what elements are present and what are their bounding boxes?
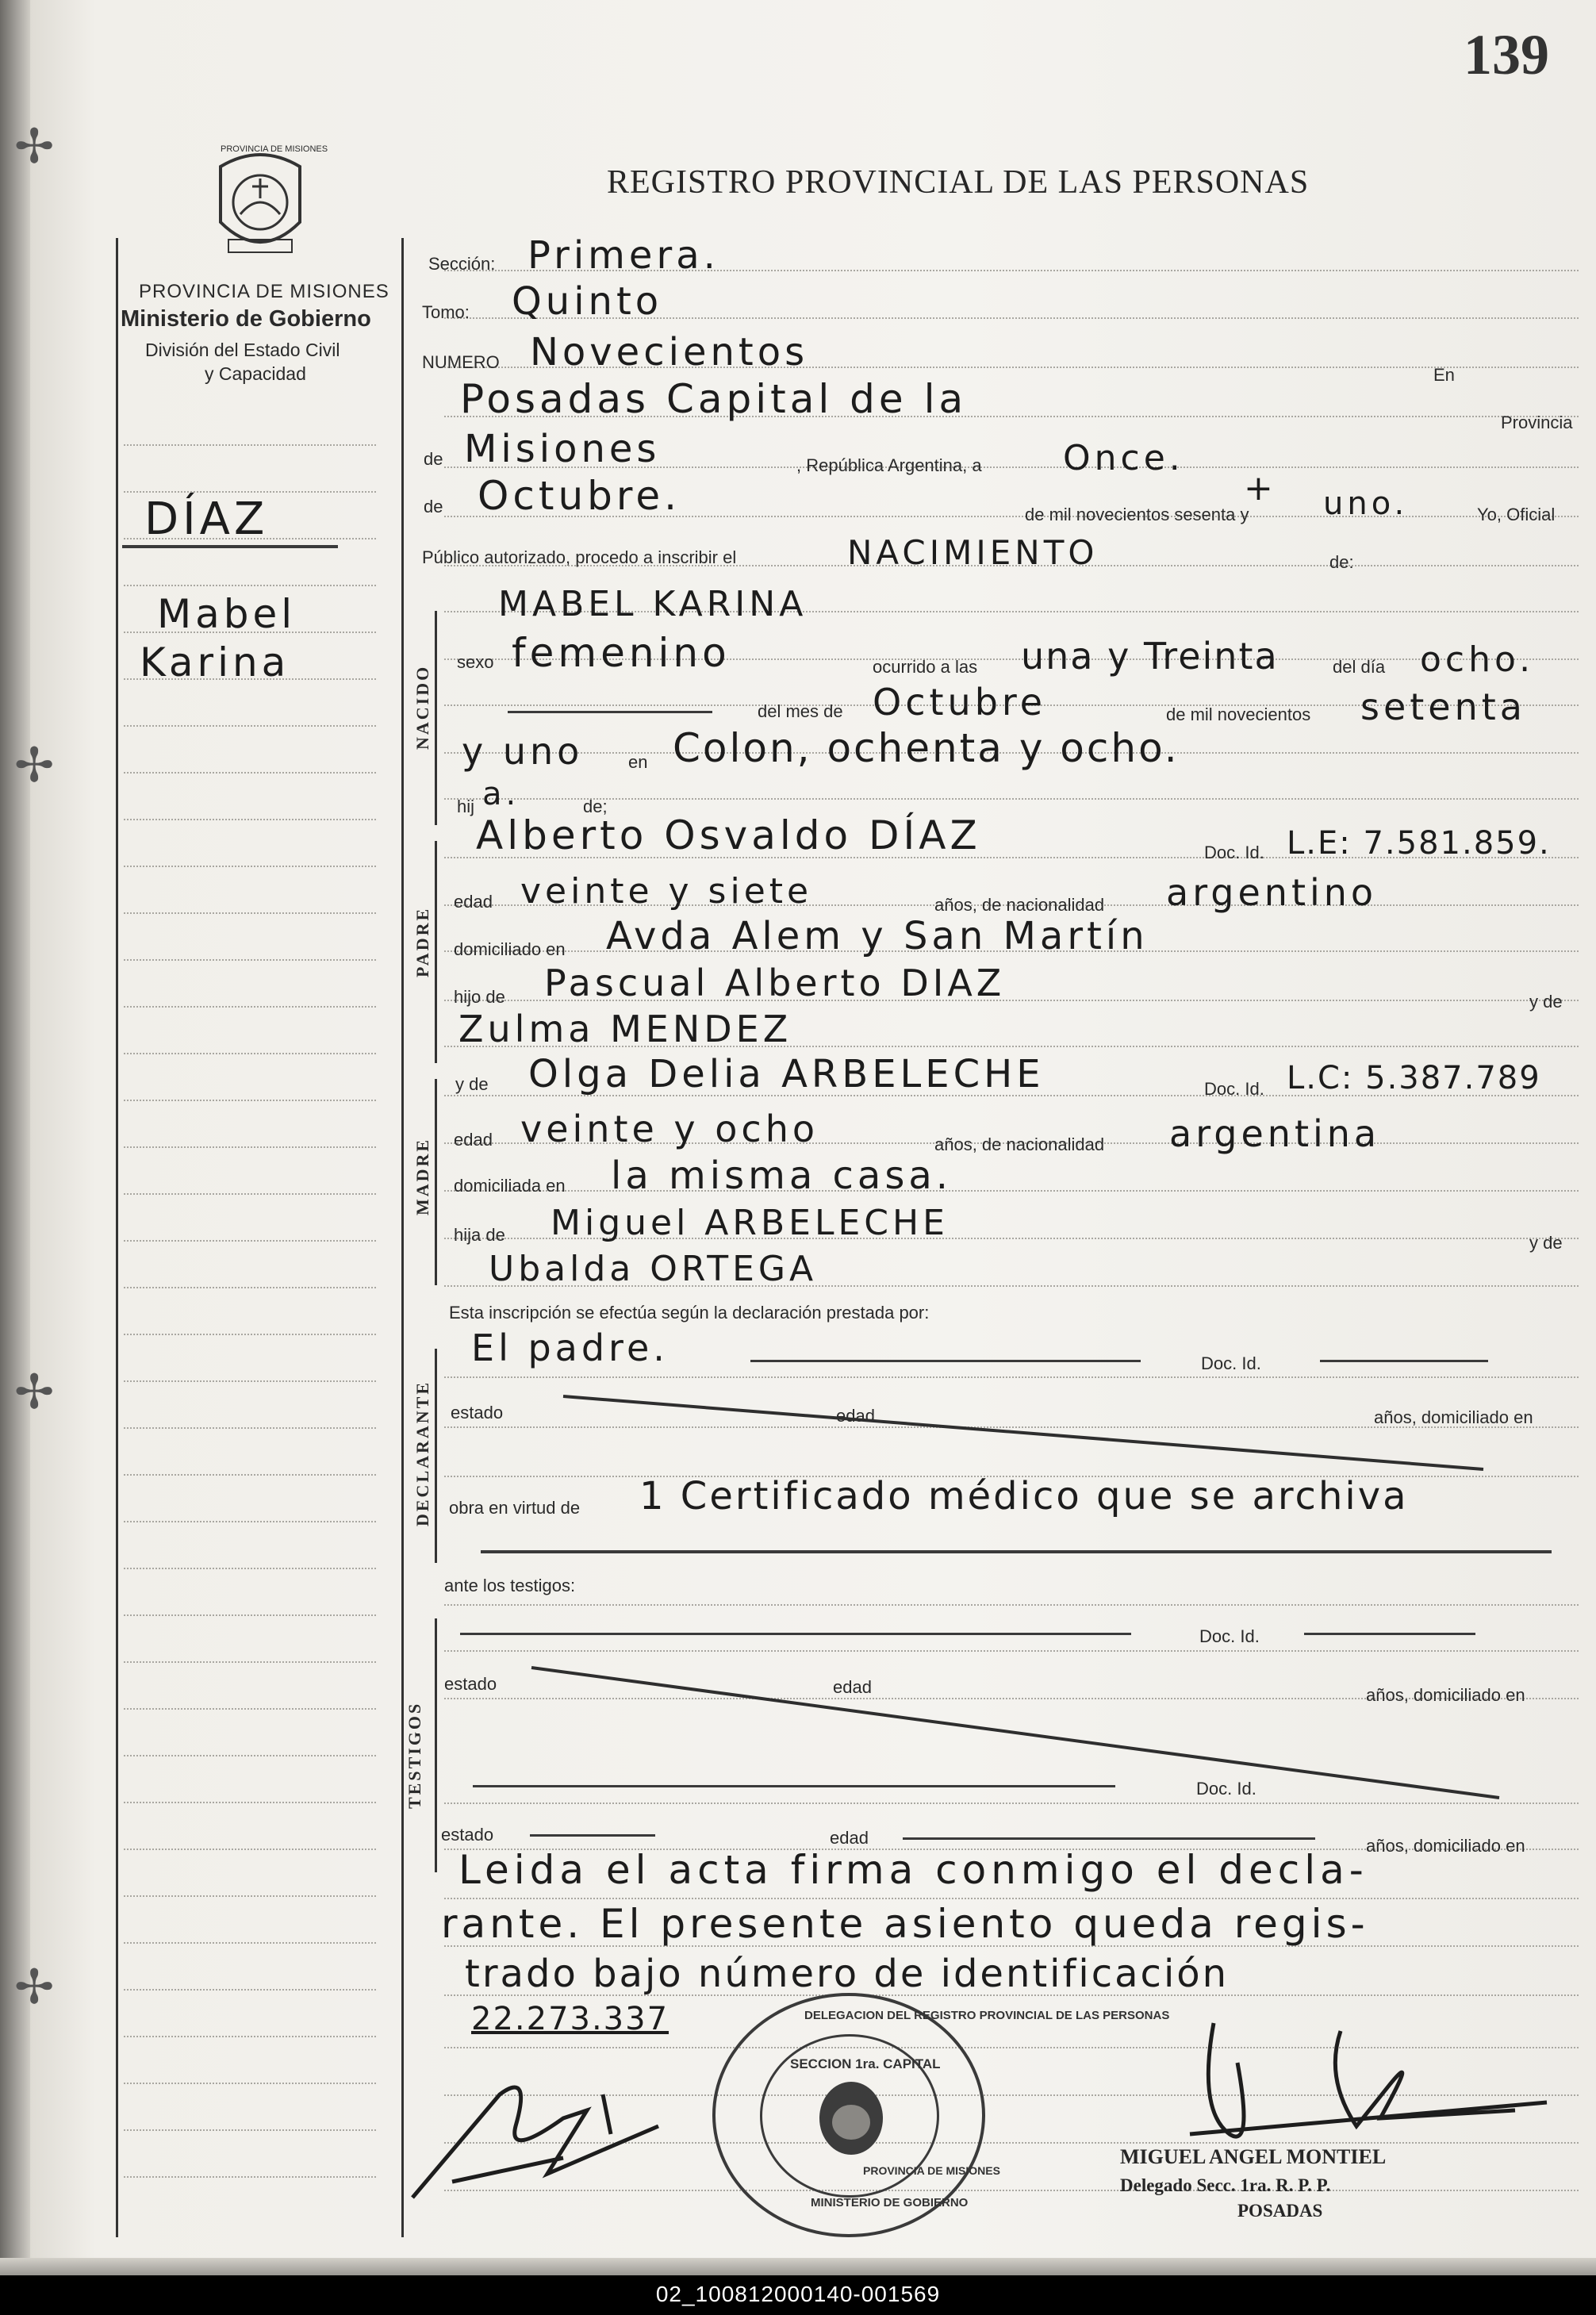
value-provincia: Misiones (464, 427, 661, 471)
declarante-blank-line (750, 1360, 1141, 1362)
margin-ruled-line (124, 1334, 376, 1335)
margin-ruled-line (124, 538, 376, 539)
margin-ruled-line (124, 1427, 376, 1429)
label-mil-nac: de mil novecientos (1166, 704, 1311, 724)
label-del-mes: del mes de (758, 701, 843, 721)
margin-ruled-line (124, 1942, 376, 1944)
testigo2-edad-label: edad (830, 1828, 869, 1848)
padre-doc: L.E: 7.581.859. (1287, 825, 1551, 862)
margin-ruled-line (124, 1006, 376, 1008)
madre-domicilio-label: domiciliada en (454, 1176, 566, 1196)
official-seal-stamp (712, 1993, 1170, 2237)
madre-nacionalidad: argentina (1169, 1112, 1381, 1155)
form-ruled-line (444, 1898, 1579, 1899)
value-dia-nac: ocho. (1420, 639, 1535, 680)
padre-padre: Pascual Alberto DIAZ (544, 962, 1006, 1004)
label-ocurrido: ocurrido a las (873, 657, 978, 677)
stamp-ring-text: DELEGACION DEL REGISTRO PROVINCIAL DE LAS PERSONAS (804, 2009, 1170, 2022)
stamp-bottom-text: MINISTERIO DE GOBIERNO (811, 2196, 969, 2209)
division-line1: División del Estado Civil (145, 340, 340, 360)
margin-ruled-line (124, 1755, 376, 1756)
margin-ruled-line (124, 959, 376, 961)
section-testigos: TESTIGOS (405, 1701, 424, 1809)
margin-ruled-line (124, 1146, 376, 1148)
testigo2-estado-blank (530, 1834, 655, 1837)
madre-madre: Ubalda ORTEGA (489, 1249, 818, 1289)
form-ruled-line (444, 798, 1579, 800)
declarante-bracket (435, 1349, 437, 1563)
padre-doc-label: Doc. Id. (1204, 843, 1264, 862)
label-del-dia: del día (1333, 657, 1386, 677)
declarante-quien: El padre. (471, 1326, 669, 1369)
label-hij: hij (457, 797, 475, 816)
value-lugar: Posadas Capital de la (460, 376, 968, 422)
margin-ruled-line (124, 491, 376, 493)
testigo2-dom-label: años, domiciliado en (1366, 1836, 1525, 1856)
form-ruled-line (444, 1650, 1579, 1652)
madre-padre: Miguel ARBELECHE (551, 1203, 949, 1243)
margin-ruled-line (124, 585, 376, 586)
declarante-dom-label: años, domiciliado en (1374, 1407, 1533, 1427)
margin-ruled-line (124, 725, 376, 727)
label-republica: , República Argentina, a (796, 455, 982, 475)
margin-left-border (116, 238, 118, 2237)
official-city: POSADAS (1237, 2201, 1323, 2221)
margin-right-border (401, 238, 404, 2237)
madre-yde2-label: y de (1529, 1233, 1563, 1253)
testigo1-doc-label: Doc. Id. (1199, 1626, 1260, 1646)
margin-ruled-line (124, 1287, 376, 1288)
value-numero: Novecientos (530, 330, 809, 374)
value-acto: NACIMIENTO (847, 533, 1099, 572)
margin-ruled-line (124, 1661, 376, 1663)
label-de-padres: de; (583, 797, 608, 816)
sexo-underline (508, 711, 712, 713)
form-ruled-line (444, 1604, 1579, 1606)
testigo1-doc-blank (1304, 1633, 1475, 1635)
margin-ruled-line (124, 1849, 376, 1850)
margin-ruled-line (124, 1380, 376, 1382)
label-de: de (424, 449, 443, 469)
note-line4: 22.273.337 (471, 2001, 669, 2037)
margin-ruled-line (124, 632, 376, 633)
padre-domicilio-label: domiciliado en (454, 939, 566, 959)
padre-nacionalidad: argentino (1166, 871, 1378, 914)
stamp-center-text: SECCION 1ra. CAPITAL (790, 2056, 941, 2071)
ante-testigos-label: ante los testigos: (444, 1576, 576, 1595)
margin-ruled-line (124, 772, 376, 774)
section-nacido: NACIDO (412, 664, 432, 750)
binding-pin: ✢ (14, 1960, 55, 2014)
binding-pin: ✢ (14, 1365, 55, 1419)
margin-ruled-line (124, 2176, 376, 2178)
note-line1: Leida el acta firma conmigo el decla- (458, 1847, 1368, 1893)
margin-ruled-line (124, 1100, 376, 1101)
section-padre: PADRE (412, 906, 432, 977)
label-oficial: Yo, Oficial (1477, 505, 1556, 524)
stamp-crest-icon (815, 2079, 887, 2158)
label-publico: Público autorizado, procedo a inscribir el (422, 547, 737, 567)
madre-hija-label: hija de (454, 1225, 505, 1245)
testigo1-dom-label: años, domiciliado en (1366, 1685, 1525, 1705)
nacido-bracket (435, 611, 437, 825)
label-provincia: Provincia (1501, 413, 1573, 432)
testigo2-edad-blank (903, 1837, 1315, 1840)
crest-text: PROVINCIA DE MISIONES (221, 144, 328, 154)
declarante-obra-label: obra en virtud de (449, 1498, 581, 1518)
padre-nac-label: años, de nacionalidad (934, 895, 1105, 915)
value-year: uno. (1323, 486, 1409, 522)
padre-nombre: Alberto Osvaldo DÍAZ (476, 812, 981, 858)
margin-surname: DÍAZ (144, 493, 269, 545)
testigo1-estado-label: estado (444, 1674, 497, 1694)
madre-yde-label: y de (455, 1074, 489, 1094)
margin-given-name2: Karina (140, 639, 290, 685)
margin-ruled-line (124, 1568, 376, 1569)
declarante-doc-label: Doc. Id. (1201, 1353, 1261, 1373)
value-sexo: femenino (512, 630, 731, 676)
margin-ruled-line (124, 2083, 376, 2084)
label-tomo: Tomo: (422, 302, 470, 322)
margin-ruled-line (124, 1989, 376, 1991)
testigo2-name-blank (473, 1785, 1115, 1787)
declarante-estado-label: estado (451, 1403, 504, 1422)
ministry-name: Ministerio de Gobierno (121, 306, 371, 332)
value-mes: Octubre. (478, 473, 681, 519)
value-hora: una y Treinta (1021, 635, 1279, 678)
label-mil: de mil novecientos sesenta y (1025, 505, 1249, 524)
padre-domicilio: Avda Alem y San Martín (606, 914, 1149, 958)
margin-ruled-line (124, 1474, 376, 1476)
margin-ruled-line (124, 912, 376, 914)
value-dia: Once. (1063, 438, 1184, 478)
margin-ruled-line (124, 1708, 376, 1710)
value-mes-nac: Octubre (873, 681, 1047, 724)
testigo1-edad-label: edad (833, 1677, 872, 1697)
margin-ruled-line (124, 1193, 376, 1195)
value-nombre: MABEL KARINA (498, 584, 808, 624)
label-de-acto: de: (1329, 552, 1354, 572)
value-anio-nac2: y uno (462, 730, 584, 773)
testigos-bracket (435, 1618, 437, 1872)
declarant-signature-icon (405, 2063, 706, 2206)
value-year-mark: + (1244, 468, 1273, 509)
madre-nombre: Olga Delia ARBELECHE (528, 1052, 1045, 1096)
margin-ruled-line (124, 866, 376, 867)
note-line3: trado bajo número de identificación (465, 1952, 1230, 1996)
province-name: PROVINCIA DE MISIONES (139, 281, 389, 302)
value-lugar-nac: Colon, ochenta y ocho. (673, 725, 1180, 771)
madre-edad-label: edad (454, 1130, 493, 1150)
madre-domicilio: la misma casa. (611, 1154, 953, 1198)
margin-ruled-line (124, 2036, 376, 2037)
value-tomo: Quinto (512, 279, 663, 324)
margin-ruled-line (124, 1240, 376, 1242)
inscripcion-label: Esta inscripción se efectúa según la declaración prestada por: (449, 1303, 930, 1323)
binding-pin: ✢ (14, 120, 55, 173)
note-line2: rante. El presente asiento queda regis- (441, 1901, 1369, 1947)
padre-madre: Zulma MENDEZ (458, 1008, 792, 1050)
label-sexo: sexo (457, 652, 494, 672)
margin-ruled-line (124, 678, 376, 680)
image-caption: 02_100812000140-001569 (655, 2282, 941, 2306)
declarante-edad-label: edad (836, 1406, 875, 1426)
value-hija: a. (482, 776, 520, 812)
section-declarante: DECLARANTE (412, 1380, 432, 1526)
margin-ruled-line (124, 1802, 376, 1803)
surname-underline (122, 545, 338, 548)
padre-bracket (435, 841, 437, 1063)
madre-nac-label: años, de nacionalidad (934, 1134, 1105, 1154)
testigo1-name-blank (460, 1633, 1131, 1635)
margin-given-name1: Mabel (157, 591, 297, 637)
margin-ruled-line (124, 2129, 376, 2131)
margin-ruled-line (124, 1053, 376, 1054)
label-seccion: Sección: (428, 254, 496, 274)
province-crest-icon (205, 143, 316, 270)
madre-doc-label: Doc. Id. (1204, 1079, 1264, 1099)
label-en: En (1433, 365, 1455, 385)
division-line2: y Capacidad (205, 363, 306, 384)
padre-edad-label: edad (454, 892, 493, 912)
madre-bracket (435, 1079, 437, 1285)
padre-edad: veinte y siete (520, 871, 813, 912)
testigo2-doc-label: Doc. Id. (1196, 1779, 1256, 1799)
page-number: 139 (1464, 23, 1549, 86)
section-madre: MADRE (412, 1137, 432, 1215)
margin-ruled-line (124, 819, 376, 820)
label-en-lugar: en (628, 752, 648, 772)
declarante-strike-line (555, 1390, 1507, 1477)
binding-pin: ✢ (14, 739, 55, 792)
padre-yde-label: y de (1529, 992, 1563, 1012)
madre-doc: L.C: 5.387.789 (1287, 1060, 1541, 1096)
madre-edad: veinte y ocho (520, 1108, 819, 1150)
value-seccion: Primera. (528, 233, 719, 278)
margin-ruled-line (124, 1521, 376, 1522)
page-title: REGISTRO PROVINCIAL DE LAS PERSONAS (607, 164, 1310, 201)
padre-hijo-label: hijo de (454, 987, 505, 1007)
margin-ruled-line (124, 444, 376, 446)
label-de-mes: de (424, 497, 443, 516)
form-ruled-line (444, 1376, 1579, 1378)
margin-ruled-line (124, 1895, 376, 1897)
value-anio-nac1: setenta (1360, 685, 1526, 728)
page-bottom-edge (0, 2258, 1596, 2275)
declarante-obra: 1 Certificado médico que se archiva (639, 1474, 1409, 1518)
stamp-left-text: PROVINCIA DE MISIONES (863, 2164, 1000, 2177)
label-numero: NUMERO (422, 352, 500, 372)
margin-ruled-line (124, 1614, 376, 1616)
declarante-doc-blank (1320, 1360, 1488, 1362)
official-role: Delegado Secc. 1ra. R. P. P. (1120, 2175, 1331, 2195)
testigo2-estado-label: estado (441, 1825, 494, 1845)
declarante-strike-bottom (481, 1550, 1552, 1553)
official-name: MIGUEL ANGEL MONTIEL (1120, 2145, 1387, 2168)
